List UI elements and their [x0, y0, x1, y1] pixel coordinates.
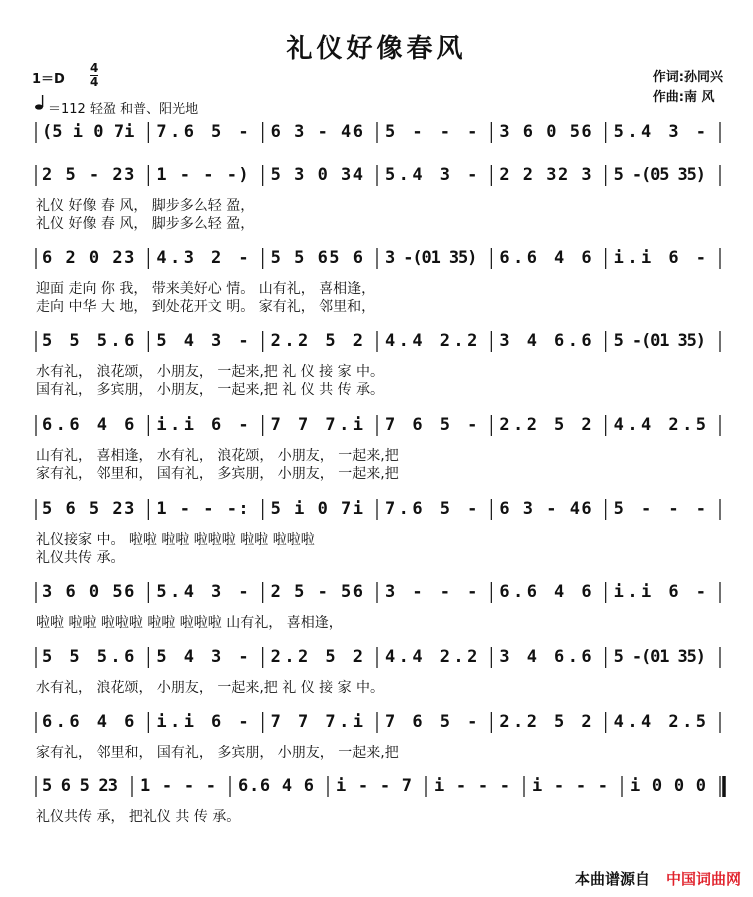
measure-notes: 2.2 5 2 — [499, 712, 592, 732]
lyric-line: 水有礼， 浪花颂， 小朋友， 一起来,把 礼 仪 接 家 中。 — [36, 364, 385, 380]
lyric-line: 水有礼， 浪花颂， 小朋友， 一起来,把 礼 仪 接 家 中。 — [36, 680, 385, 696]
measure-notes: 1 - - -: — [156, 499, 249, 519]
measure-notes: 6.6 4 6 — [42, 712, 135, 732]
measure-notes: 6 3 - 46 — [270, 122, 363, 142]
measure-notes: 5 4 3 - — [156, 331, 249, 351]
measure-notes: 2 5 - 56 — [270, 582, 363, 602]
measure-notes: 5 -(05 35) — [613, 165, 706, 185]
lyric-line: 礼仪 好像 春 风， 脚步多么轻 盈， — [36, 216, 255, 232]
lyric-line: 礼仪接家 中。 啦啦 啦啦 啦啦啦 啦啦 啦啦啦 — [36, 532, 315, 548]
lyric-line: 礼仪 好像 春 风， 脚步多么轻 盈， — [36, 198, 255, 214]
lyric-line: 走向 中华 大 地， 到处花开文 明。 家有礼， 邻里和， — [36, 299, 376, 315]
lyric-line: 迎面 走向 你 我， 带来美好心 情。 山有礼， 喜相逢， — [36, 281, 376, 297]
lyric-line: 山有礼， 喜相逢， 水有礼， 浪花颂， 小朋友， 一起来,把 — [36, 448, 399, 464]
measure-notes: 2.2 5 2 — [270, 331, 363, 351]
measure-notes: 4.4 2.2 — [385, 331, 478, 351]
measure-notes: 5 -(01 35) — [613, 331, 706, 351]
lyric-line: 家有礼， 邻里和， 国有礼， 多宾朋， 小朋友， 一起来,把 — [36, 745, 399, 761]
measure-notes: i.i 6 - — [156, 712, 249, 732]
key-signature: 1＝D — [32, 72, 65, 87]
measure-notes: 5 - - - — [385, 122, 478, 142]
composer-credit: 作曲:南 风 — [652, 90, 715, 105]
measure-notes: (5 i 0 7i — [42, 122, 135, 142]
measure-notes: 5.4 3 - — [385, 165, 478, 185]
measure-notes: 7 6 5 - — [385, 712, 478, 732]
measure-notes: 5 6 5 23 — [42, 776, 118, 796]
measure-notes: 7 7 7.i — [270, 712, 363, 732]
measure-notes: 7 7 7.i — [270, 415, 363, 435]
measure-notes: 6.6 4 6 — [42, 415, 135, 435]
measure-notes: 5 5 65 6 — [270, 248, 363, 268]
footer-site-link[interactable]: 中国词曲网 — [665, 870, 741, 888]
time-signature-top: 4 — [90, 61, 99, 75]
measure-notes: 6.6 4 6 — [499, 582, 592, 602]
measure-notes: i.i 6 - — [613, 582, 706, 602]
measure-notes: 5 i 0 7i — [270, 499, 363, 519]
measure-notes: 6.6 4 6 — [499, 248, 592, 268]
measure-notes: i 0 0 0 — [630, 776, 706, 796]
measure-notes: 3 -(01 35) — [385, 248, 478, 268]
measure-notes: 3 6 0 56 — [499, 122, 592, 142]
time-signature-bottom: 4 — [90, 75, 99, 89]
measure-notes: 4.4 2.2 — [385, 647, 478, 667]
measure-notes: 5 3 0 34 — [270, 165, 363, 185]
measure-notes: 5 4 3 - — [156, 647, 249, 667]
measure-notes: 5 6 5 23 — [42, 499, 135, 519]
lyric-line: 啦啦 啦啦 啦啦啦 啦啦 啦啦啦 山有礼， 喜相逢， — [36, 615, 343, 631]
measure-notes: 7.6 5 - — [385, 499, 478, 519]
footer-source: 本曲谱源自 — [574, 870, 650, 888]
lyricist-credit: 作词:孙同兴 — [652, 70, 723, 85]
lyric-line: 家有礼， 邻里和， 国有礼， 多宾朋， 小朋友， 一起来,把 — [36, 466, 399, 482]
measure-notes: 7.6 5 - — [156, 122, 249, 142]
measure-notes: 3 - - - — [385, 582, 478, 602]
measure-notes: 4.4 2.5 — [613, 712, 706, 732]
lyric-line: 礼仪共传 承。 — [36, 550, 125, 566]
measure-notes: 5 5 5.6 — [42, 331, 135, 351]
measure-notes: 2 5 - 23 — [42, 165, 135, 185]
measure-notes: 2.2 5 2 — [270, 647, 363, 667]
measure-notes: 5.4 3 - — [613, 122, 706, 142]
measure-notes: i - - 7 — [336, 776, 412, 796]
footer — [575, 868, 741, 889]
lyric-line: 国有礼， 多宾朋， 小朋友， 一起来,把 礼 仪 共 传 承。 — [36, 382, 385, 398]
measure-notes: i - - - — [434, 776, 510, 796]
measure-notes: 2.2 5 2 — [499, 415, 592, 435]
measure-notes: i.i 6 - — [156, 415, 249, 435]
measure-notes: 3 4 6.6 — [499, 331, 592, 351]
measure-notes: 7 6 5 - — [385, 415, 478, 435]
measure-notes: 4.4 2.5 — [613, 415, 706, 435]
page-title: 礼仪好像春风 — [286, 34, 467, 64]
measure-notes: 2 2 32 3 — [499, 165, 592, 185]
lyric-line: 礼仪共传 承， 把礼仪 共 传 承。 — [36, 809, 241, 825]
tempo-marking: ＝112 轻盈 和普、阳光地 — [48, 102, 199, 117]
measure-notes: i - - - — [532, 776, 608, 796]
measure-notes: 6.6 4 6 — [238, 776, 314, 796]
measure-notes: 1 - - -) — [156, 165, 249, 185]
measure-notes: 5 -(01 35) — [613, 647, 706, 667]
measure-notes: 3 6 0 56 — [42, 582, 135, 602]
measure-notes: 6 3 - 46 — [499, 499, 592, 519]
measure-notes: 6 2 0 23 — [42, 248, 135, 268]
measure-notes: 3 4 6.6 — [499, 647, 592, 667]
measure-notes: i.i 6 - — [613, 248, 706, 268]
measure-notes: 5 - - - — [613, 499, 706, 519]
measure-notes: 1 - - - — [140, 776, 216, 796]
measure-notes: 4.3 2 - — [156, 248, 249, 268]
measure-notes: 5.4 3 - — [156, 582, 249, 602]
measure-notes: 5 5 5.6 — [42, 647, 135, 667]
